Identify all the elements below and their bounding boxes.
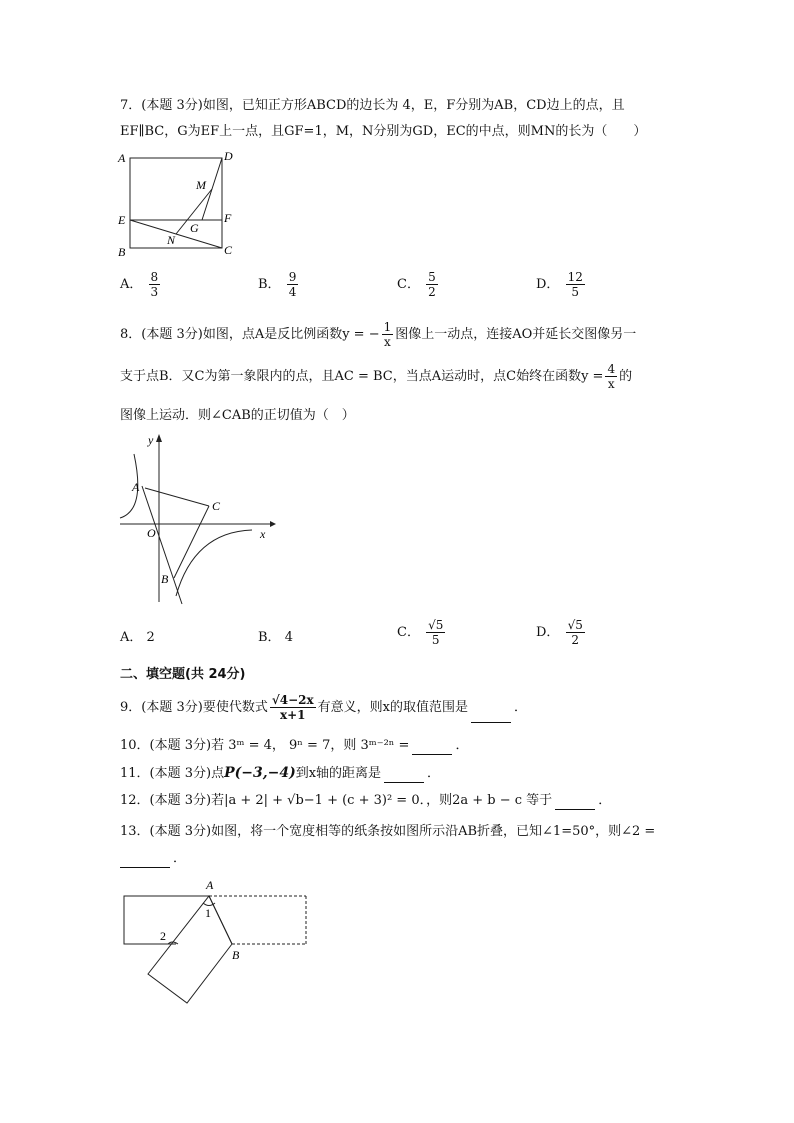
frac-den: 5 <box>431 633 440 647</box>
frac-den: 3 <box>150 285 159 299</box>
q9-text-c: ． <box>513 700 527 715</box>
option-letter: D． <box>536 277 560 292</box>
q7-option-b[interactable] <box>258 270 300 299</box>
q8-label-y: y <box>148 433 154 447</box>
q8-label-o: O <box>147 526 156 540</box>
q13-text-end: ． <box>173 851 187 866</box>
q13-label-angle2: 2 <box>160 929 166 943</box>
q8-line-ac <box>145 488 209 506</box>
q10-answer-blank[interactable] <box>412 742 452 755</box>
q11-text-c: ． <box>427 766 441 781</box>
q7-label-d: D <box>224 149 233 163</box>
frac-den: 2 <box>428 285 436 299</box>
q11-point: P(−3,−4) <box>224 765 296 781</box>
frac-den: 4 <box>288 285 297 299</box>
option-letter: C． <box>397 277 420 292</box>
section-title-fill-in: 二、填空题(共 24分) <box>120 667 246 682</box>
q7-option-c[interactable] <box>397 270 440 299</box>
q12-text-a: 12．(本题 3分)若|a + 2| + √b−1 + (c + 3)² = 0．，则2a + b − c 等于 <box>120 793 553 808</box>
q8-line2 <box>120 362 632 392</box>
q7-label-g: G <box>190 221 199 235</box>
option-value: 2 <box>146 630 155 645</box>
q13-fold-figure <box>112 870 322 1010</box>
q8-line1-text-a: 8．(本题 3分)如图，点A是反比例函数y = − <box>120 327 380 342</box>
q8-label-c: C <box>212 499 221 513</box>
q7-option-a[interactable] <box>120 270 162 299</box>
q9-text-a: 9．(本题 3分)要使代数式 <box>120 700 268 715</box>
q12-text-c: ． <box>598 793 612 808</box>
frac-den: x <box>607 377 615 391</box>
q11-text-a: 11．(本题 3分)点 <box>120 766 225 781</box>
frac-num: 5 <box>428 270 436 284</box>
option-letter: B． <box>258 630 281 645</box>
q8-y-axis-arrow <box>156 434 162 442</box>
q13-label-angle1: 1 <box>205 906 211 920</box>
q12-line <box>120 792 611 810</box>
q9-line <box>120 693 527 723</box>
q8-option-c[interactable] <box>397 618 447 647</box>
option-letter: D． <box>536 625 560 640</box>
q11-line <box>120 764 440 783</box>
q8-line1 <box>120 320 636 350</box>
q11-text-b: 到x轴的距离是 <box>295 766 382 781</box>
q8-line-bc <box>174 506 209 578</box>
option-letter: C． <box>397 625 420 640</box>
q10-text-a: 10．(本题 3分)若 3ᵐ = 4， 9ⁿ = 7，则 3ᵐ⁻²ⁿ = <box>120 738 410 753</box>
q7-label-e: E <box>118 213 126 227</box>
option-value: 4 <box>284 630 293 645</box>
q7-label-a: A <box>118 151 126 165</box>
q13-label-a: A <box>206 878 214 892</box>
q13-fold-line-ab <box>209 896 232 944</box>
frac-num: √5 <box>567 618 583 632</box>
q13-line2 <box>120 850 186 868</box>
frac-den: 2 <box>571 633 580 647</box>
frac-num: 9 <box>288 270 297 284</box>
q8-label-b: B <box>161 572 169 586</box>
option-letter: B． <box>258 277 281 292</box>
q9-answer-blank[interactable] <box>471 710 511 723</box>
q8-curve-right <box>176 530 252 596</box>
option-letter: A． <box>120 277 143 292</box>
q10-text-c: ． <box>455 738 469 753</box>
frac-num: 8 <box>150 270 159 284</box>
q8-hyperbola-figure <box>112 430 282 610</box>
q7-label-f: F <box>224 211 232 225</box>
q10-line <box>120 737 468 755</box>
q8-label-x: x <box>260 527 266 541</box>
option-letter: A． <box>120 630 143 645</box>
frac-den: x+1 <box>279 708 306 722</box>
q7-label-b: B <box>118 245 126 259</box>
frac-den: x <box>384 335 391 349</box>
q7-label-c: C <box>224 243 233 257</box>
frac-den: 5 <box>571 285 580 299</box>
q13-answer-blank[interactable] <box>120 855 170 868</box>
q8-line1-text-b: 图像上一动点，连接AO并延长交图像另一 <box>395 327 637 342</box>
q8-option-d[interactable] <box>536 618 587 647</box>
q11-answer-blank[interactable] <box>384 770 424 783</box>
q13-line1: 13．(本题 3分)如图，将一个宽度相等的纸条按如图所示沿AB折叠，已知∠1=50°，则∠2 = <box>120 824 656 839</box>
frac-num: √5 <box>428 618 444 632</box>
q8-label-a: A <box>132 480 140 494</box>
frac-num: 4 <box>607 362 616 376</box>
q8-line3: 图像上运动．则∠CAB的正切值为（ ） <box>120 408 355 423</box>
q8-option-a[interactable] <box>120 626 155 645</box>
q13-label-b: B <box>232 948 240 962</box>
q8-option-b[interactable] <box>258 626 293 645</box>
q7-label-n: N <box>167 233 176 247</box>
q13-strip-left <box>124 896 209 944</box>
frac-num: √4−2x <box>271 693 314 707</box>
q9-text-b: 有意义，则x的取值范围是 <box>317 700 468 715</box>
q12-answer-blank[interactable] <box>555 797 595 810</box>
q8-x-axis-arrow <box>270 521 276 527</box>
q7-square-figure <box>112 148 242 260</box>
frac-num: 1 <box>383 320 392 334</box>
q8-line2-text-a: 支于点B．又C为第一象限内的点，且AC = BC，当点A运动时，点C始终在函数y = <box>120 369 604 384</box>
q8-line2-text-b: 的 <box>619 369 633 384</box>
frac-num: 12 <box>567 270 583 284</box>
q13-folded-part <box>148 896 232 1003</box>
q7-label-m: M <box>196 178 206 192</box>
q7-option-d[interactable] <box>536 270 587 299</box>
q8-line-ab <box>142 486 182 604</box>
q7-line1: 7．(本题 3分)如图，已知正方形ABCD的边长为 4，E，F分别为AB，CD边上的点，且 <box>120 98 625 113</box>
q7-line2: EF∥BC，G为EF上一点，且GF=1，M，N分别为GD，EC的中点，则MN的长为（ ） <box>120 124 647 139</box>
